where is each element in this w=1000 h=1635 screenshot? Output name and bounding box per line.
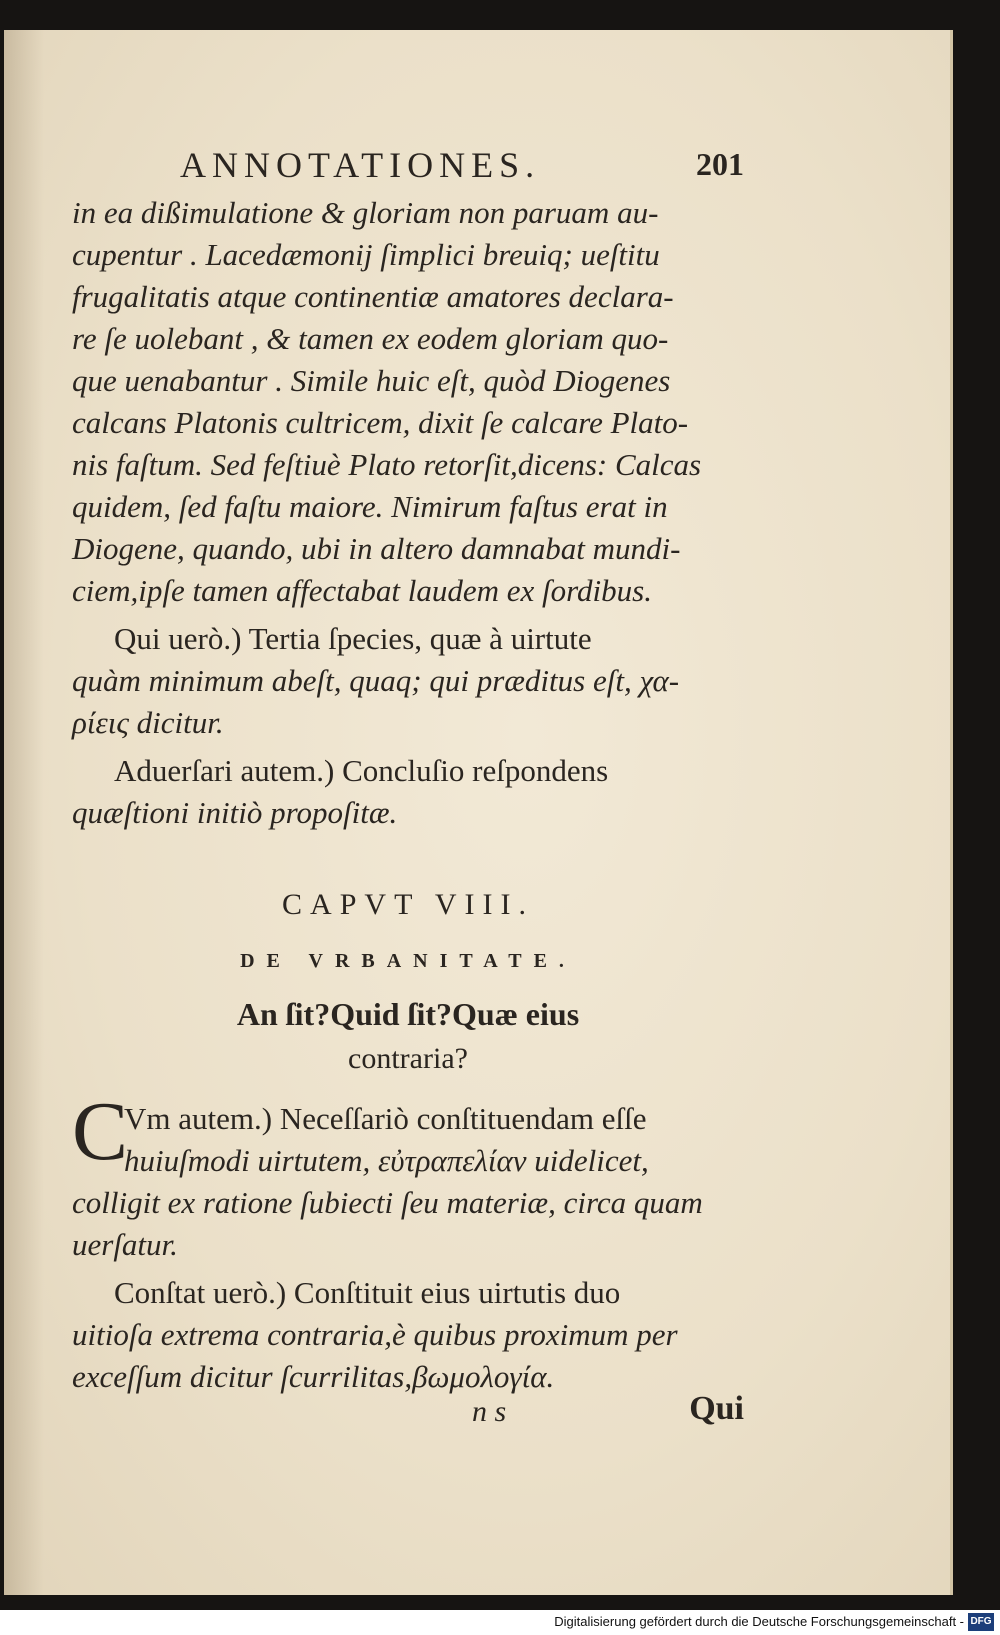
catchword: Qui <box>689 1390 744 1427</box>
running-head <box>72 144 744 194</box>
text-line: quidem, ſed faſtu maiore. Nimirum faſtus erat in <box>72 489 668 524</box>
text-line: cupentur . Lacedæmonij ſimplici breuiq; ueſtitu <box>72 237 660 272</box>
drop-cap: C <box>72 1085 129 1178</box>
chapter-question-continued: contraria? <box>348 1042 468 1075</box>
text-line: frugalitatis atque continentiæ amatores declara- <box>72 279 674 314</box>
text-line: in ea dißimulatione & gloriam non paruam au- <box>72 195 659 230</box>
lemma-line: Qui uerò.) Tertia ſpecies, quæ à uirtute <box>114 621 592 656</box>
text-line: Diogene, quando, ubi in altero damnabat mundi- <box>72 531 681 566</box>
footer-credit: Digitalisierung gefördert durch die Deutsche Forschungsgemeinschaft - <box>554 1614 964 1629</box>
page-number: 201 <box>696 146 744 182</box>
text-line: uitioſa extrema contraria,è quibus proximum per <box>72 1317 678 1352</box>
text-line: nis faſtum. Sed feſtiuè Plato retorſit,dicens: Calcas <box>72 447 702 482</box>
text-line: colligit ex ratione ſubiecti ſeu materiæ, circa quam <box>72 1185 703 1220</box>
book-page <box>4 30 953 1595</box>
text-line: ciem,ipſe tamen affectabat laudem ex ſordibus. <box>72 573 652 608</box>
gutter-shadow <box>4 30 44 1595</box>
footer-bar <box>0 1610 1000 1635</box>
text-line: calcans Platonis cultricem, dixit ſe calcare Plato- <box>72 405 689 440</box>
text-line: quæſtioni initiò propoſitæ. <box>72 795 398 830</box>
chapter-subject: DE VRBANITATE. <box>240 950 576 972</box>
text-line: huiuſmodi uirtutem, εὐτραπελίαν uidelicet, <box>124 1143 649 1178</box>
chapter-number: CAPVT VIII. <box>282 888 534 921</box>
text-line: ρίεις dicitur. <box>72 705 224 740</box>
lemma-line: Aduerſari autem.) Concluſio reſpondens <box>114 753 609 788</box>
dfg-logo: DFG <box>968 1613 994 1631</box>
chapter-question: An ſit?Quid ſit?Quæ eius <box>236 996 580 1032</box>
text-line: quàm minimum abeſt, quaq; qui præditus eſt, χα- <box>72 663 680 698</box>
lemma-line: Conſtat uerò.) Conſtituit eius uirtutis duo <box>114 1275 621 1310</box>
text-line: que uenabantur . Simile huic eſt, quòd Diogenes <box>72 363 671 398</box>
text-line: exceſſum dicitur ſcurrilitas,βωμολογία. <box>72 1359 555 1394</box>
text-line: Vm autem.) Neceſſariò conſtituendam eſſe <box>124 1101 647 1136</box>
text-line: re ſe uolebant , & tamen ex eodem gloriam quo- <box>72 321 669 356</box>
running-head-title: ANNOTATIONES. <box>180 145 541 185</box>
signature-mark: n s <box>472 1395 507 1428</box>
text-line: uerſatur. <box>72 1227 178 1262</box>
